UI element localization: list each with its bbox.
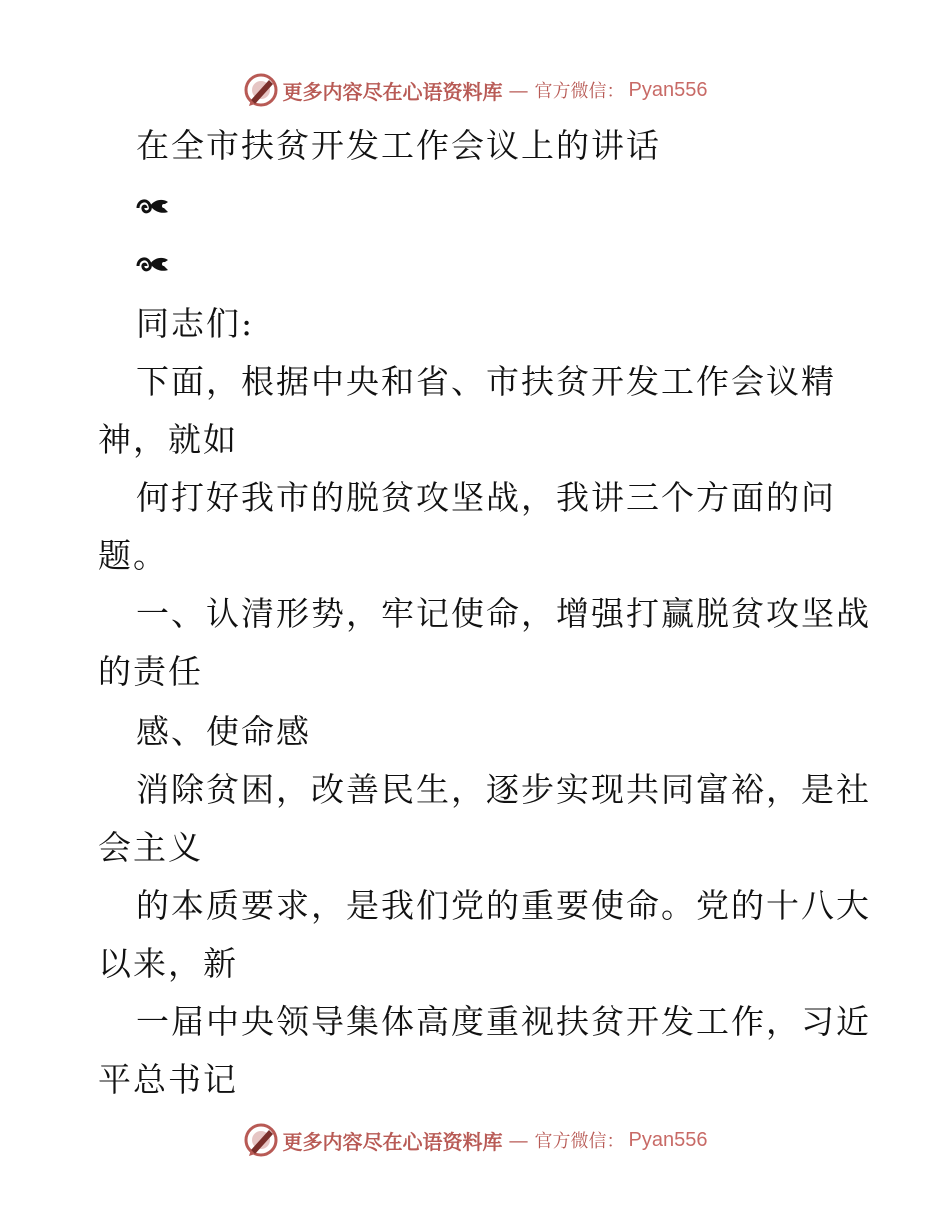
paragraph-line: 消除贫困，改善民生，逐步实现共同富裕，是社 <box>136 770 871 809</box>
paragraph-line: 神，就如 <box>98 420 238 459</box>
section-heading-line: 感、使命感 <box>136 712 311 751</box>
pen-logo-icon <box>243 72 279 108</box>
section-heading-line: 一、认清形势，牢记使命，增强打赢脱贫攻坚战 <box>136 594 871 633</box>
paragraph-line: 何打好我市的脱贫攻坚战，我讲三个方面的问 <box>136 478 836 517</box>
document-title: 在全市扶贫开发工作会议上的讲话 <box>136 126 661 165</box>
header-brand <box>243 72 708 108</box>
pen-logo-icon <box>243 1122 279 1158</box>
header-dash: — <box>508 78 529 102</box>
header-wechat-id: Pyan556 <box>628 78 708 101</box>
page-header <box>0 70 950 110</box>
paragraph-line: 的本质要求，是我们党的重要使命。党的十八大 <box>136 886 871 925</box>
paragraph-line: 会主义 <box>98 828 203 867</box>
salutation: 同志们: <box>136 304 255 343</box>
footer-dash: — <box>508 1128 529 1152</box>
flourish-ornament-icon <box>134 252 172 278</box>
footer-wechat-id: Pyan556 <box>628 1128 708 1151</box>
paragraph-line: 平总书记 <box>98 1060 238 1099</box>
page-footer <box>0 1120 950 1160</box>
flourish-ornament-icon <box>134 194 172 220</box>
footer-brand-name: 更多内容尽在心语资料库 <box>282 1129 503 1154</box>
paragraph-line: 下面，根据中央和省、市扶贫开发工作会议精 <box>136 362 836 401</box>
section-heading-line: 的责任 <box>98 652 203 691</box>
paragraph-line: 以来，新 <box>98 944 238 983</box>
footer-wechat-label: 官方微信： <box>534 1131 625 1152</box>
paragraph-line: 题。 <box>98 536 168 575</box>
paragraph-line: 一届中央领导集体高度重视扶贫开发工作，习近 <box>136 1002 871 1041</box>
header-wechat-label: 官方微信： <box>534 81 625 102</box>
footer-brand <box>243 1122 708 1158</box>
header-brand-name: 更多内容尽在心语资料库 <box>282 79 503 104</box>
